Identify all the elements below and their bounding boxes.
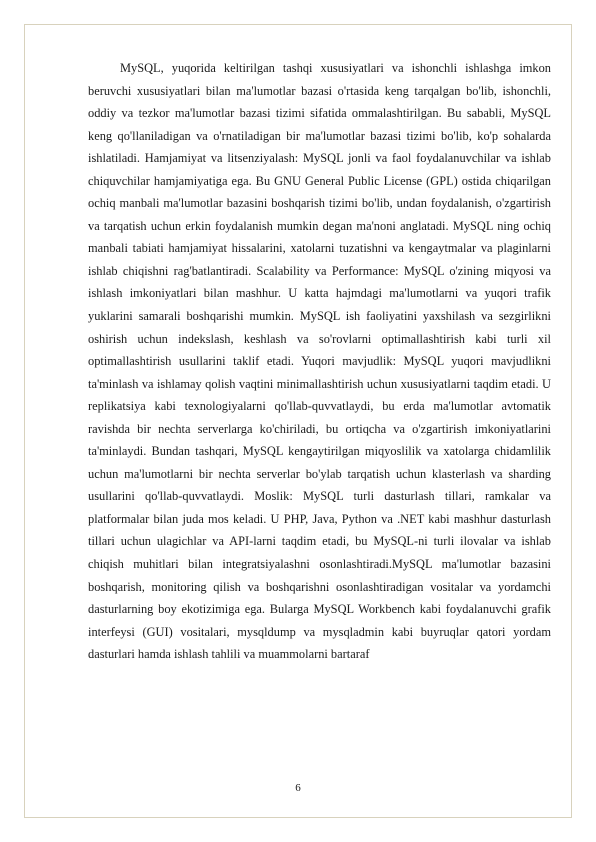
- page-number: 6: [295, 782, 301, 794]
- body-paragraph: MySQL, yuqorida keltirilgan tashqi xususiyatlari va ishonchli ishlashga imkon beruvchi xususiyatlari bilan ma'lumotlar bazasi o'rtasida keng tarqalgan bo'lib, ishonchli, oddiy va tezkor ma'lumotlar bazasi tizimi sifatida ommalashtirilgan. Bu sababli, MySQL keng qo'llaniladigan va o'rnatiladigan bir ma'lumotlar bazasi tizimi bo'lib, ko'p sohalarda ishlatiladi. Hamjamiyat va litsenziyalash: MySQL jonli va faol foydalanuvchilar va ishlab chiquvchilar hamjamiyatiga ega. Bu GNU General Public License (GPL) ostida chiqarilgan ochiq manbali ma'lumotlar bazasini boshqarish tizimi bo'lib, undan foydalanish, o'zgartirish va tarqatish uchun erkin foydalanish mumkin degan ma'noni anglatadi. MySQL ning ochiq manbali tabiati hamjamiyat hissalarini, xatolarni tuzatishni va kengaytmalar va plaginlarni ishlab chiqishni rag'batlantiradi. Scalability va Performance: MySQL o'zining miqyosi va ishlash imkoniyatlari bilan mashhur. U katta hajmdagi ma'lumotlarni va yuqori trafik yuklarini samarali boshqarishi mumkin. MySQL ish faoliyatini yaxshilash va sezgirlikni oshirish uchun indekslash, keshlash va so'rovlarni optimallashtirish kabi turli xil optimallashtirish usullarini taklif etadi. Yuqori mavjudlik: MySQL yuqori mavjudlikni ta'minlash va ishlamay qolish vaqtini minimallashtirish uchun xususiyatlarni taqdim etadi. U replikatsiya kabi texnologiyalarni qo'llab-quvvatlaydi, bu erda ma'lumotlar avtomatik ravishda bir nechta serverlarga ko'chiriladi, bu ortiqcha va o'zgartirish imkoniyatlarini ta'minlaydi. Bundan tashqari, MySQL kengaytirilgan miqyoslilik va xatolarga chidamlilik uchun ma'lumotlarni bir nechta serverlar bo'ylab tarqatish uchun klasterlash va sharding usullarini qo'llab-quvvatlaydi. Moslik: MySQL turli dasturlash tillari, ramkalar va platformalar bilan juda mos keladi. U PHP, Java, Python va .NET kabi mashhur dasturlash tillari uchun ulagichlar va API-larni taqdim etadi, bu MySQL-ni turli ilovalar va ishlab chiqish muhitlari bilan integratsiyalashni osonlashtiradi.MySQL ma'lumotlar bazasini boshqarish, monitoring qilish va boshqarishni osonlashtiradigan vositalar va yordamchi dasturlarning boy ekotizimiga ega. Bularga MySQL Workbench kabi foydalanuvchi grafik interfeysi (GUI) vositalari, mysqldump va mysqladmin kabi buyruqlar qatori yordam dasturlari hamda ishlash tahlili va muammolarni bartaraf: [88, 61, 551, 662]
- page-content: [88, 57, 551, 666]
